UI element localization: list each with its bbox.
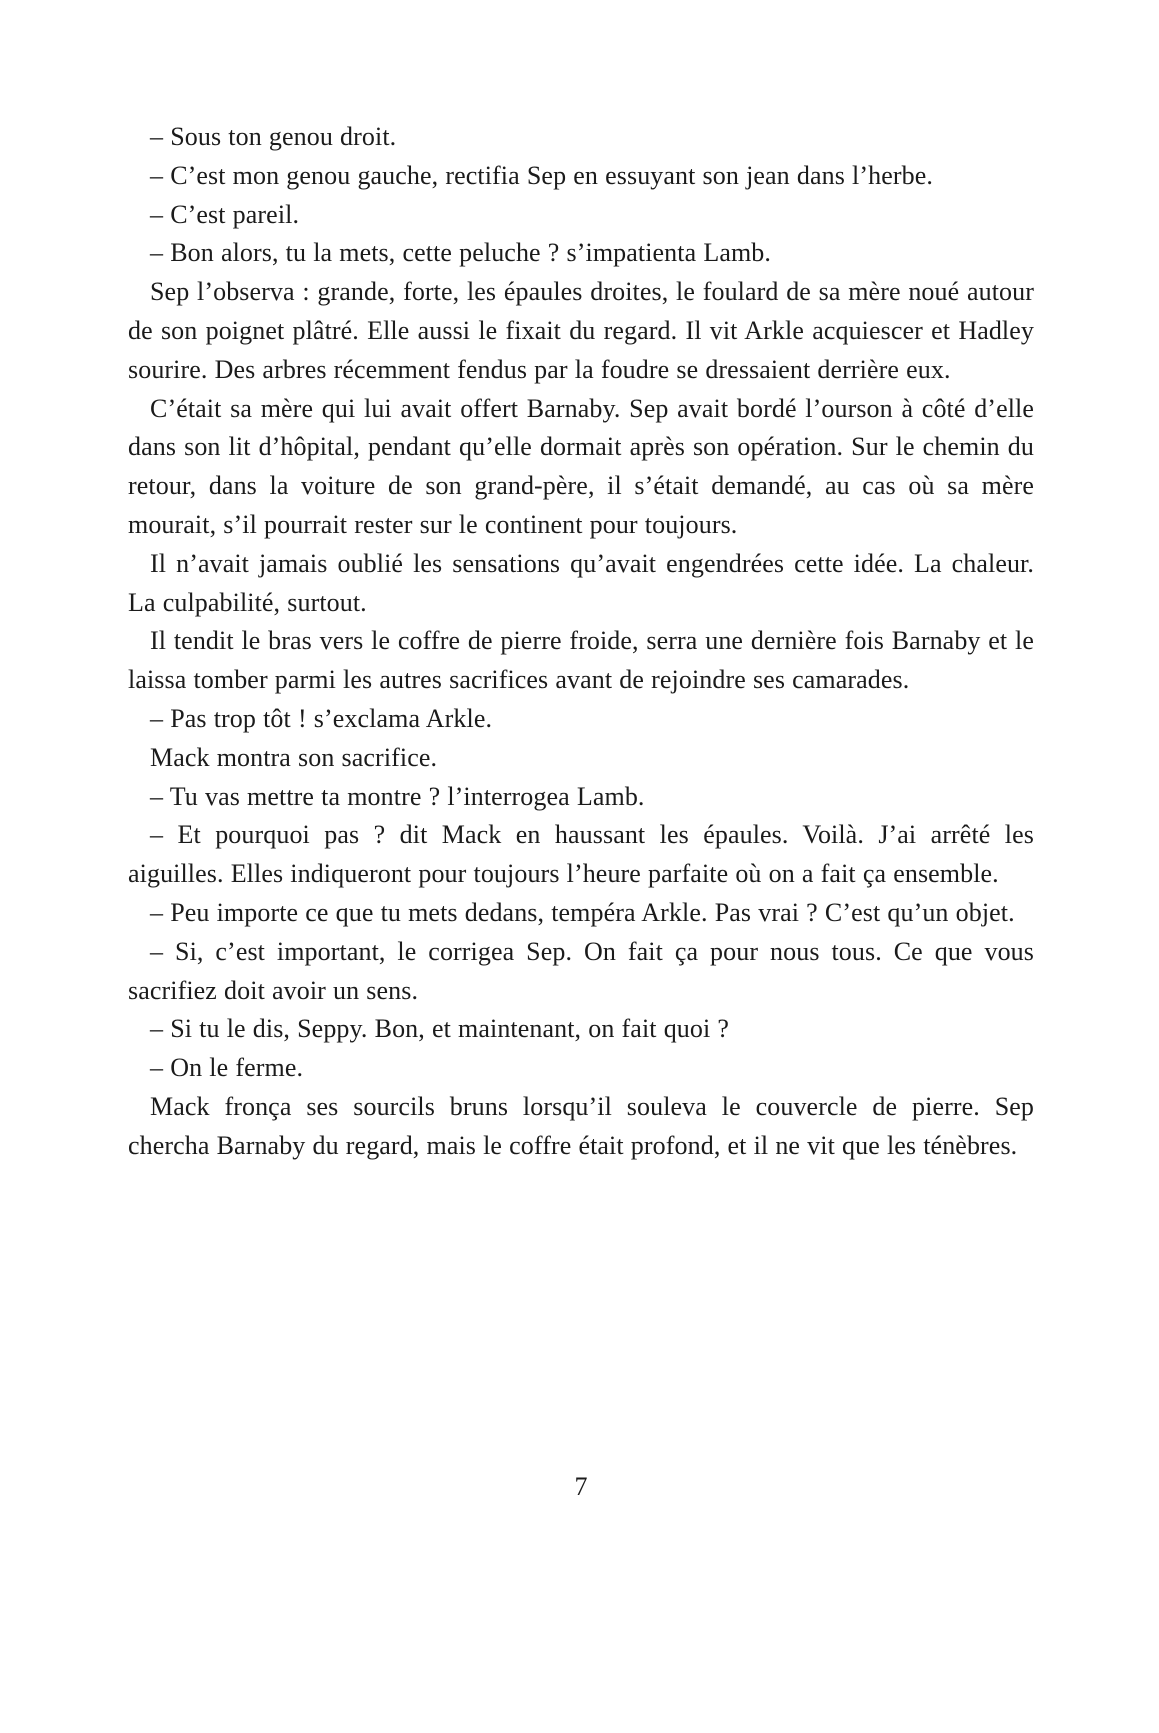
dialogue-line: – Tu vas mettre ta montre ? l’interrogea Lamb. <box>150 781 645 811</box>
page-text <box>128 118 1034 1166</box>
dialogue-line: – Bon alors, tu la mets, cette peluche ? s’impatienta Lamb. <box>150 238 771 268</box>
dialogue-line: – Sous ton genou droit. <box>150 122 397 151</box>
dialogue-line: – Et pourquoi pas ? dit Mack en haussant les épaules. Voilà. J’ai arrêté les aiguilles. Elles indiqueront pour toujours l’heure parfaite où on a fait ça ensemble. <box>128 820 1034 889</box>
dialogue-line: – Si, c’est important, le corrigea Sep. On fait ça pour nous tous. Ce que vous sacrifiez doit avoir un sens. <box>128 936 1034 1005</box>
dialogue-line: – Peu importe ce que tu mets dedans, tempéra Arkle. Pas vrai ? C’est qu’un objet. <box>150 897 1015 927</box>
dialogue-line: – On le ferme. <box>150 1053 304 1083</box>
page-number: 7 <box>574 1472 588 1501</box>
dialogue-line: – C’est mon genou gauche, rectifia Sep en essuyant son jean dans l’herbe. <box>150 160 933 190</box>
dialogue-line: – Si tu le dis, Seppy. Bon, et maintenant, on fait quoi ? <box>150 1014 730 1044</box>
dialogue-line: – C’est pareil. <box>150 199 300 229</box>
dialogue-line: – Pas trop tôt ! s’exclama Arkle. <box>150 703 493 733</box>
paragraph: Mack montra son sacrifice. <box>150 742 438 772</box>
paragraph: Mack fronça ses sourcils bruns lorsqu’il souleva le couvercle de pierre. Sep chercha Barnaby du regard, mais le coffre était profond, et il ne vit que les ténèbres. <box>128 1091 1034 1160</box>
paragraph: C’était sa mère qui lui avait offert Barnaby. Sep avait bordé l’ourson à côté d’elle dans son lit d’hôpital, pendant qu’elle dormait après son opération. Sur le chemin du retour, dans la voiture de son grand-père, il s’était demandé, au cas où sa mère mourait, s’il pourrait rester sur le continent pour toujours. <box>128 393 1034 539</box>
paragraph: Sep l’observa : grande, forte, les épaules droites, le foulard de sa mère noué autour de son poignet plâtré. Elle aussi le fixait du regard. Il vit Arkle acquiescer et Hadley sourire. Des arbres récemment fendus par la foudre se dressaient derrière eux. <box>128 277 1034 384</box>
paragraph: Il n’avait jamais oublié les sensations qu’avait engendrées cette idée. La chaleur. La culpabilité, surtout. <box>128 548 1034 617</box>
paragraph: Il tendit le bras vers le coffre de pierre froide, serra une dernière fois Barnaby et le laissa tomber parmi les autres sacrifices avant de rejoindre ses camarades. <box>128 626 1034 695</box>
